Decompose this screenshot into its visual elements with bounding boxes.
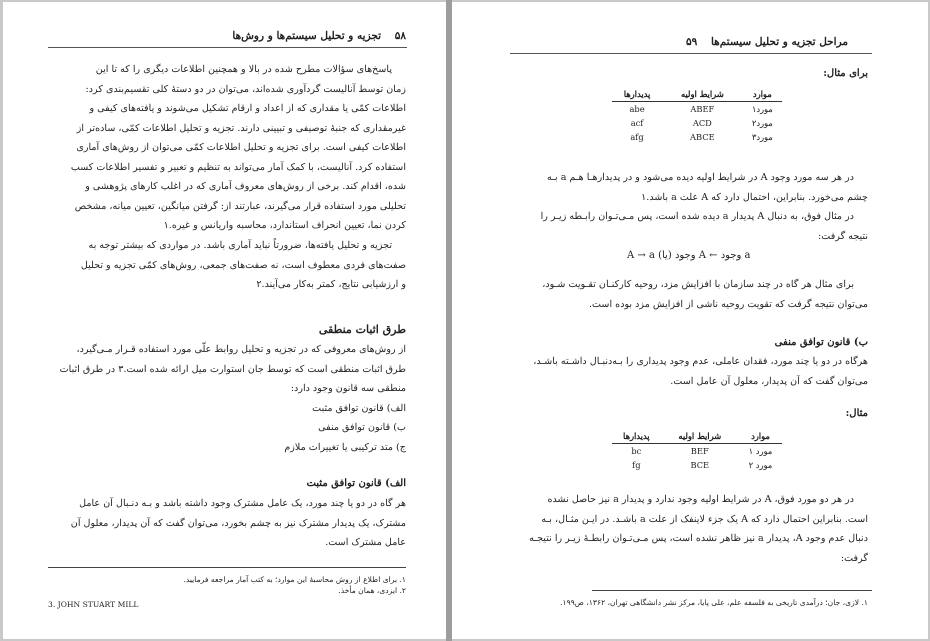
- left-head-rule: [48, 47, 407, 48]
- right-para1: در هر سه مورد وجود A در شرایط اولیه دیده می‌شود و در پدیدارهـا هـم a بـه چشم می‌خورد. بنابراین، احتمال دارد که A علت a باشد.۱ در مثال فوق، به دنبال A پدیدار a دیده شده است، پس مـی‌تـوان رابـطه زیـر را نتیجه گرفت:: [540, 172, 868, 242]
- table-header: موارد: [739, 430, 782, 444]
- footnote: ۱. برای اطلاع از روش محاسبهٔ این موارد؛ به کتب آمار مراجعه فرمایید.: [183, 575, 406, 584]
- formula: A → a (یا) وجود A ← وجود a: [627, 250, 751, 261]
- left-running-head: [232, 30, 406, 42]
- left-page: [3, 2, 446, 639]
- example2-label: مثال:: [845, 408, 868, 419]
- right-para3: در هر دو مورد فوق، A در شرایط اولیه وجود ندارد و پدیدار a نیز حاصل نشده است. بنابراین احتمال دارد که A یک جزء لاینفک از علت a باشـد. در ایـن مثـال، بـه دنبال عدم وجود A، پدیدار a نیز ظاهر نشده است، پس مـی‌تـوان رابطـهٔ زیـر را نتیجـه گرفت:: [529, 494, 868, 564]
- table-header: پدیدارها: [612, 88, 662, 102]
- right-head-rule: [510, 53, 872, 54]
- table-header: موارد: [743, 88, 782, 102]
- left-intro2-paragraph: تجزیه و تحلیل یافته‌ها، ضرورتاً نباید آماری باشد. در مواردی که بیشتر توجه به صفت‌های فردی معطوف است، نه صفت‌های جمعی، روش‌های کمّی تجزیه و تحلیل و ارزشیابی نتایج، کمتر به‌کار می‌آیند.۲: [80, 240, 406, 290]
- table-row: مورد ۱ BEF bc: [631, 446, 773, 456]
- right-para2: برای مثال هر گاه در چند سازمان با افزایش مزد، روحیه کارکنـان تقـویت شـود، می‌توان نتیجه گرفت که تقویت روحیه ناشی از افزایش مزد بوده است.: [542, 279, 868, 310]
- list-item: ب) قانون توافق منفی: [318, 422, 406, 433]
- table-row: مورد۲ ACD acf: [630, 118, 773, 128]
- right-running-head: [686, 36, 848, 48]
- footnote-english: 3. JOHN STUART MILL: [48, 600, 139, 609]
- right-head-title: مراحل تجزیه و تحلیل سیستم‌ها: [710, 36, 848, 48]
- section-b-paragraph: هرگاه در دو یا چند مورد، فقدان عاملی، عدم وجود پدیداری را بـه‌دنبـال داشـته باشـد، می‌توان گفت که آن پدیدار، معلول آن عامل است.: [533, 356, 868, 387]
- sub-paragraph: هر گاه در دو یا چند مورد، یک عامل مشترک وجود داشته باشد و بـه دنـبال آن عامل مشترک، یک پدیدار مشترک نیز به چشم بخورد، می‌توان گفت که آن پدیدار، معلول آن عامل مشترک است.: [70, 498, 406, 548]
- sub-heading: الف) قانون توافق مثبت: [306, 478, 406, 489]
- list-item: ج) متد ترکیبی یا تغییرات ملازم: [284, 441, 406, 453]
- table-row: مورد ۲ BCE fg: [632, 460, 773, 470]
- section-heading: طرق اثبات منطقی: [318, 323, 406, 336]
- left-page-number: ۵۸: [394, 30, 406, 42]
- table1: [612, 88, 782, 144]
- left-footnotes: [46, 574, 406, 596]
- left-head-title: تجزیه و تحلیل سیستم‌ها و روش‌ها: [232, 30, 382, 42]
- example1-label: برای مثال:: [823, 68, 868, 79]
- table-row: مورد۱ ABEF abe: [629, 104, 773, 114]
- section-paragraph: از روش‌های معروفی که در تجزیه و تحلیل روابط علّی مورد استفاده قـرار مـی‌گیرد، طرق اثبات منطقی است که توسط جان استوارت میل ارائه شده است.۳ در طرق اثبات منطقی سه قانون وجود دارد: الف) قانون توافق مثبت ب) قانون توافق منفی ج) متد ترکیبی یا تغییرات ملازم: [46, 340, 406, 457]
- table-header: شرایط اولیه: [662, 88, 743, 102]
- left-intro-paragraph: پاسخ‌های سؤالات مطرح شده در بالا و همچنین اطلاعات دیگری را که تا این زمان توسط آنالیست گردآوری شده‌اند، می‌توان در دو دستهٔ کلی تقسیم‌بندی کرد: اطلاعات کمّی یا مقداری که از اعداد و ارقام تشکیل می‌شوند و یافته‌های کیفی و غیرمقداری که جنبهٔ توصیفی و تبیینی دارند. تجزیه و تحلیل اطلاعات کمّی، ساده‌تر از اطلاعات کیفی است. برای تجزیه و تحلیل اطلاعات کمّی می‌توان از روش‌های آماری استفاده کرد. آنالیست، با کمک آمار می‌تواند به تنظیم و تعبیر و تفسیر اطلاعات کسب شده، اقدام کند. برخی از روش‌های معروف آماری که در اغلب کارهای پژوهشی و تحلیلی مورد استفاده قرار می‌گیرند، عبارتند از: گرفتن میانگین، تعیین میانه، مشخص کردن نما، تعیین انحراف استاندارد، محاسبه واریانس و غیره.۱: [70, 64, 406, 231]
- section-b-heading: ب) قانون توافق منفی: [774, 337, 868, 348]
- table-row: مورد۳ ABCE afg: [630, 132, 773, 142]
- footnote: ۱. لازی، جان؛ درآمدی تاریخی به فلسفه علم، علی پایا، مرکز نشر دانشگاهی تهران، ۱۳۶۲، ص۱۹۹.: [560, 598, 868, 607]
- table-header: شرایط اولیه: [661, 430, 739, 444]
- table2: [612, 430, 782, 472]
- list-item: الف) قانون توافق مثبت: [312, 402, 406, 414]
- right-page-number: ۵۹: [686, 36, 698, 48]
- left-footnote-rule: [48, 567, 406, 568]
- table-header: پدیدارها: [612, 430, 661, 444]
- right-page: [452, 2, 928, 639]
- right-footnote-rule: [592, 590, 872, 591]
- footnote: ۲. ایزدی، همان مأخذ.: [338, 586, 406, 595]
